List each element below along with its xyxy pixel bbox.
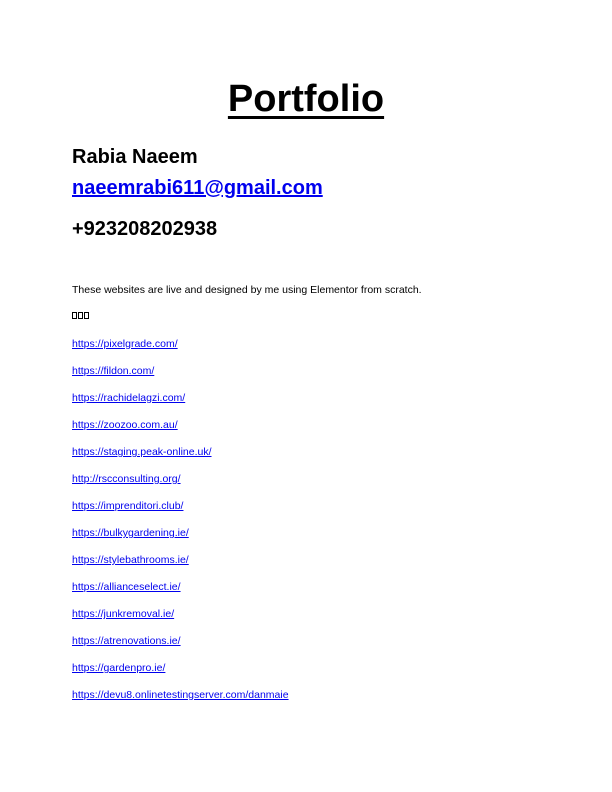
list-item [72, 473, 289, 500]
list-item [72, 365, 289, 392]
missing-glyph-icon [72, 312, 77, 319]
author-name: Rabia Naeem [72, 146, 198, 168]
list-item [72, 689, 289, 716]
list-item [72, 392, 289, 419]
document-title [0, 76, 612, 122]
website-link[interactable]: https://pixelgrade.com/ [72, 338, 178, 350]
list-item [72, 446, 289, 473]
email-link[interactable]: naeemrabi611@gmail.com [72, 177, 323, 199]
list-item [72, 635, 289, 662]
website-link[interactable]: https://junkremoval.ie/ [72, 608, 175, 620]
phone-number: +923208202938 [72, 218, 218, 240]
list-item [72, 419, 289, 446]
website-link[interactable]: https://stylebathrooms.ie/ [72, 554, 189, 566]
website-link[interactable]: https://devu8.onlinetestingserver.com/danmaie [72, 689, 289, 701]
intro-text: These websites are live and designed by me using Elementor from scratch. [72, 284, 422, 296]
website-link[interactable]: https://bulkygardening.ie/ [72, 527, 189, 539]
website-link[interactable]: https://gardenpro.ie/ [72, 662, 166, 674]
list-item [72, 500, 289, 527]
missing-glyph-boxes [72, 312, 89, 322]
website-link[interactable]: https://atrenovations.ie/ [72, 635, 181, 647]
missing-glyph-icon [78, 312, 83, 319]
website-link[interactable]: https://allianceselect.ie/ [72, 581, 181, 593]
list-item [72, 338, 289, 365]
website-link[interactable]: https://zoozoo.com.au/ [72, 419, 178, 431]
website-link[interactable]: http://rscconsulting.org/ [72, 473, 181, 485]
website-link[interactable]: https://rachidelagzi.com/ [72, 392, 186, 404]
list-item [72, 581, 289, 608]
list-item [72, 554, 289, 581]
website-link-list [72, 338, 289, 716]
missing-glyph-icon [84, 312, 89, 319]
website-link[interactable]: https://fildon.com/ [72, 365, 155, 377]
website-link[interactable]: https://staging.peak-online.uk/ [72, 446, 212, 458]
list-item [72, 662, 289, 689]
document-title-text: Portfolio [227, 78, 385, 120]
list-item [72, 527, 289, 554]
list-item [72, 608, 289, 635]
website-link[interactable]: https://imprenditori.club/ [72, 500, 184, 512]
